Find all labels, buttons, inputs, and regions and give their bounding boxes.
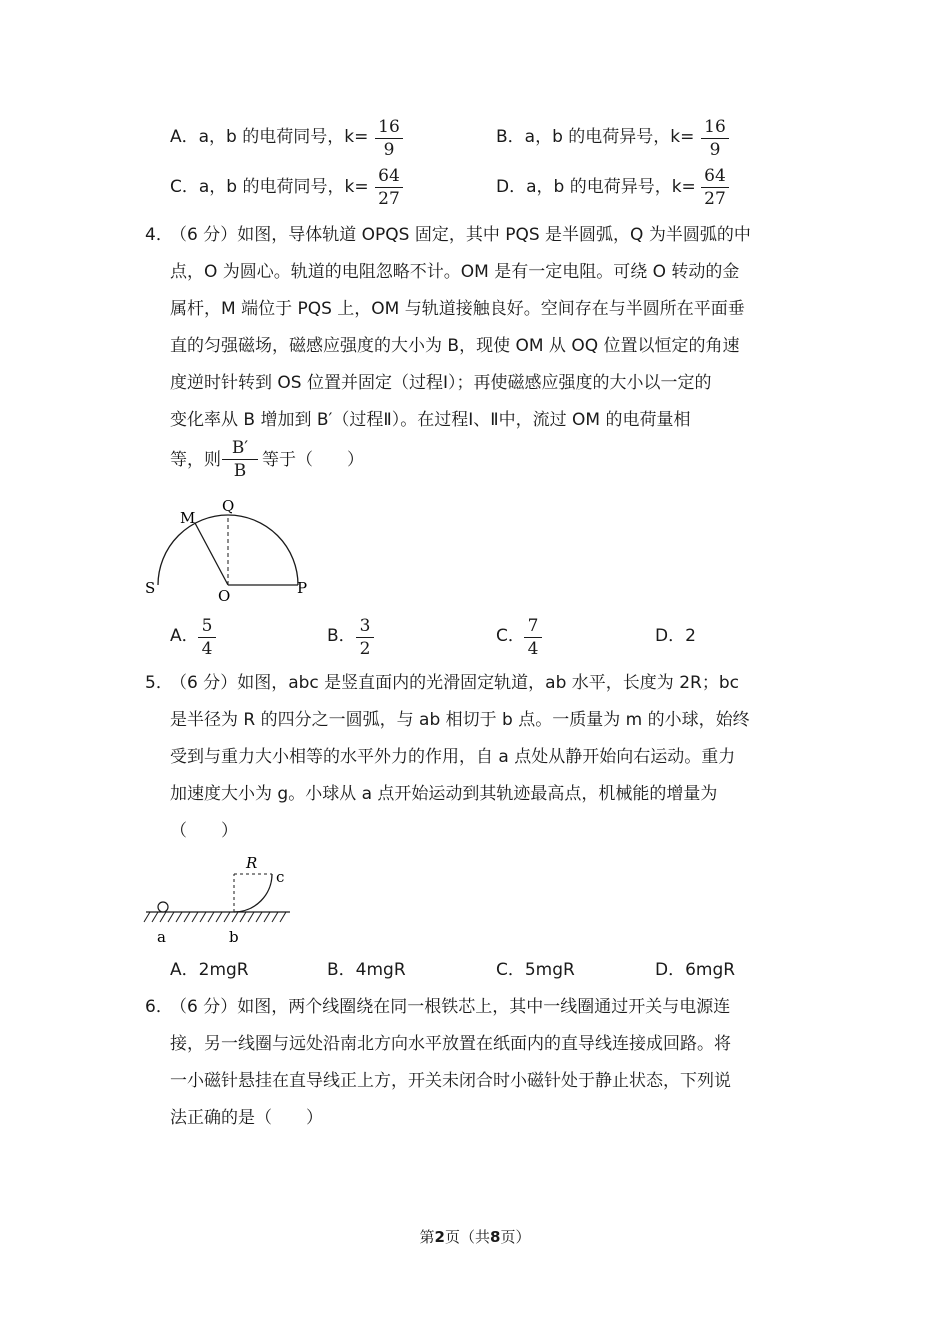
footer-page-number: 2 — [434, 1228, 445, 1246]
q6-line-2: 接，另一线圈与远处沿南北方向水平放置在纸面内的直导线连接成回路。将 — [170, 1034, 731, 1054]
q3-option-d-fraction: 64 27 — [701, 166, 729, 209]
q6-number: 6． — [145, 997, 173, 1017]
label-q: Q — [222, 497, 235, 515]
q3-option-a[interactable]: A．a，b 的电荷同号，k= — [170, 127, 369, 147]
q4-option-c[interactable]: C． — [496, 626, 525, 646]
q4-option-b[interactable]: B． — [327, 626, 356, 646]
label-s: S — [145, 579, 156, 597]
footer-suffix: 页） — [500, 1228, 531, 1246]
q5-line-3: 受到与重力大小相等的水平外力的作用，自 a 点处从静开始向右运动。重力 — [170, 747, 736, 767]
q6-line-1: （6 分）如图，两个线圈绕在同一根铁芯上，其中一线圈通过开关与电源连 — [170, 997, 731, 1017]
q4-ratio-fraction: B′ B — [222, 438, 258, 481]
q5-line-2: 是半径为 R 的四分之一圆弧，与 ab 相切于 b 点。一质量为 m 的小球，始终 — [170, 710, 750, 730]
rod-om — [195, 523, 228, 585]
q5-line-5: （ ） — [170, 821, 238, 841]
q3-option-d[interactable]: D．a，b 的电荷异号，k= — [496, 177, 696, 197]
q5-line-4: 加速度大小为 g。小球从 a 点开始运动到其轨迹最高点，机械能的增量为 — [170, 784, 718, 804]
footer-middle: 页（共 — [444, 1228, 490, 1246]
q5-option-a[interactable]: A．2mgR — [170, 960, 249, 980]
q4-line-7-prefix: 等，则 — [170, 450, 221, 470]
label-b: b — [229, 928, 239, 946]
q3-option-a-fraction: 16 9 — [375, 117, 403, 160]
q5-option-c[interactable]: C．5mgR — [496, 960, 575, 980]
quarter-arc-bc — [234, 874, 272, 912]
ball — [158, 902, 168, 912]
footer-total-pages: 8 — [490, 1228, 501, 1246]
q4-option-c-fraction: 7 4 — [524, 616, 542, 659]
q4-line-2: 点，O 为圆心。轨道的电阻忽略不计。OM 是有一定电阻。可绕 O 转动的金 — [170, 262, 740, 282]
q4-option-d[interactable]: D．2 — [655, 626, 696, 646]
footer-prefix: 第 — [419, 1228, 435, 1246]
q4-line-3: 属杆，M 端位于 PQS 上，OM 与轨道接触良好。空间存在与半圆所在平面垂 — [170, 299, 745, 319]
q5-number: 5． — [145, 673, 173, 693]
q3-option-b-fraction: 16 9 — [701, 117, 729, 160]
q3-option-b[interactable]: B．a，b 的电荷异号，k= — [496, 127, 695, 147]
q6-line-4: 法正确的是（ ） — [170, 1108, 323, 1128]
label-m: M — [180, 509, 196, 527]
q4-option-a-fraction: 5 4 — [198, 616, 216, 659]
q3-option-c-fraction: 64 27 — [375, 166, 403, 209]
label-o: O — [218, 587, 231, 605]
q4-line-4: 直的匀强磁场，磁感应强度的大小为 B，现使 OM 从 OQ 位置以恒定的角速 — [170, 336, 740, 356]
label-r: R — [246, 854, 258, 872]
label-p: P — [297, 579, 308, 597]
q4-semicircle-figure — [140, 495, 320, 605]
q6-line-3: 一小磁针悬挂在直导线正上方，开关未闭合时小磁针处于静止状态，下列说 — [170, 1071, 731, 1091]
page-footer — [0, 1226, 950, 1247]
q4-line-7-suffix: 等于（ ） — [262, 450, 364, 470]
q5-option-b[interactable]: B．4mgR — [327, 960, 406, 980]
q3-option-c[interactable]: C．a，b 的电荷同号，k= — [170, 177, 369, 197]
q5-track-figure — [140, 850, 300, 950]
q4-option-b-fraction: 3 2 — [356, 616, 374, 659]
label-a: a — [157, 928, 166, 946]
q4-line-6: 变化率从 B 增加到 B′（过程Ⅱ）。在过程Ⅰ、Ⅱ中，流过 OM 的电荷量相 — [170, 410, 691, 430]
q4-option-a[interactable]: A． — [170, 626, 199, 646]
q5-line-1: （6 分）如图，abc 是竖直面内的光滑固定轨道，ab 水平，长度为 2R；bc — [170, 673, 739, 693]
q4-line-5: 度逆时针转到 OS 位置并固定（过程Ⅰ）；再使磁感应强度的大小以一定的 — [170, 373, 712, 393]
q4-number: 4． — [145, 225, 173, 245]
label-c: c — [276, 868, 285, 886]
q4-line-1: （6 分）如图，导体轨道 OPQS 固定，其中 PQS 是半圆弧，Q 为半圆弧的中 — [170, 225, 751, 245]
ground-hatching — [144, 912, 286, 922]
q5-option-d[interactable]: D．6mgR — [655, 960, 736, 980]
